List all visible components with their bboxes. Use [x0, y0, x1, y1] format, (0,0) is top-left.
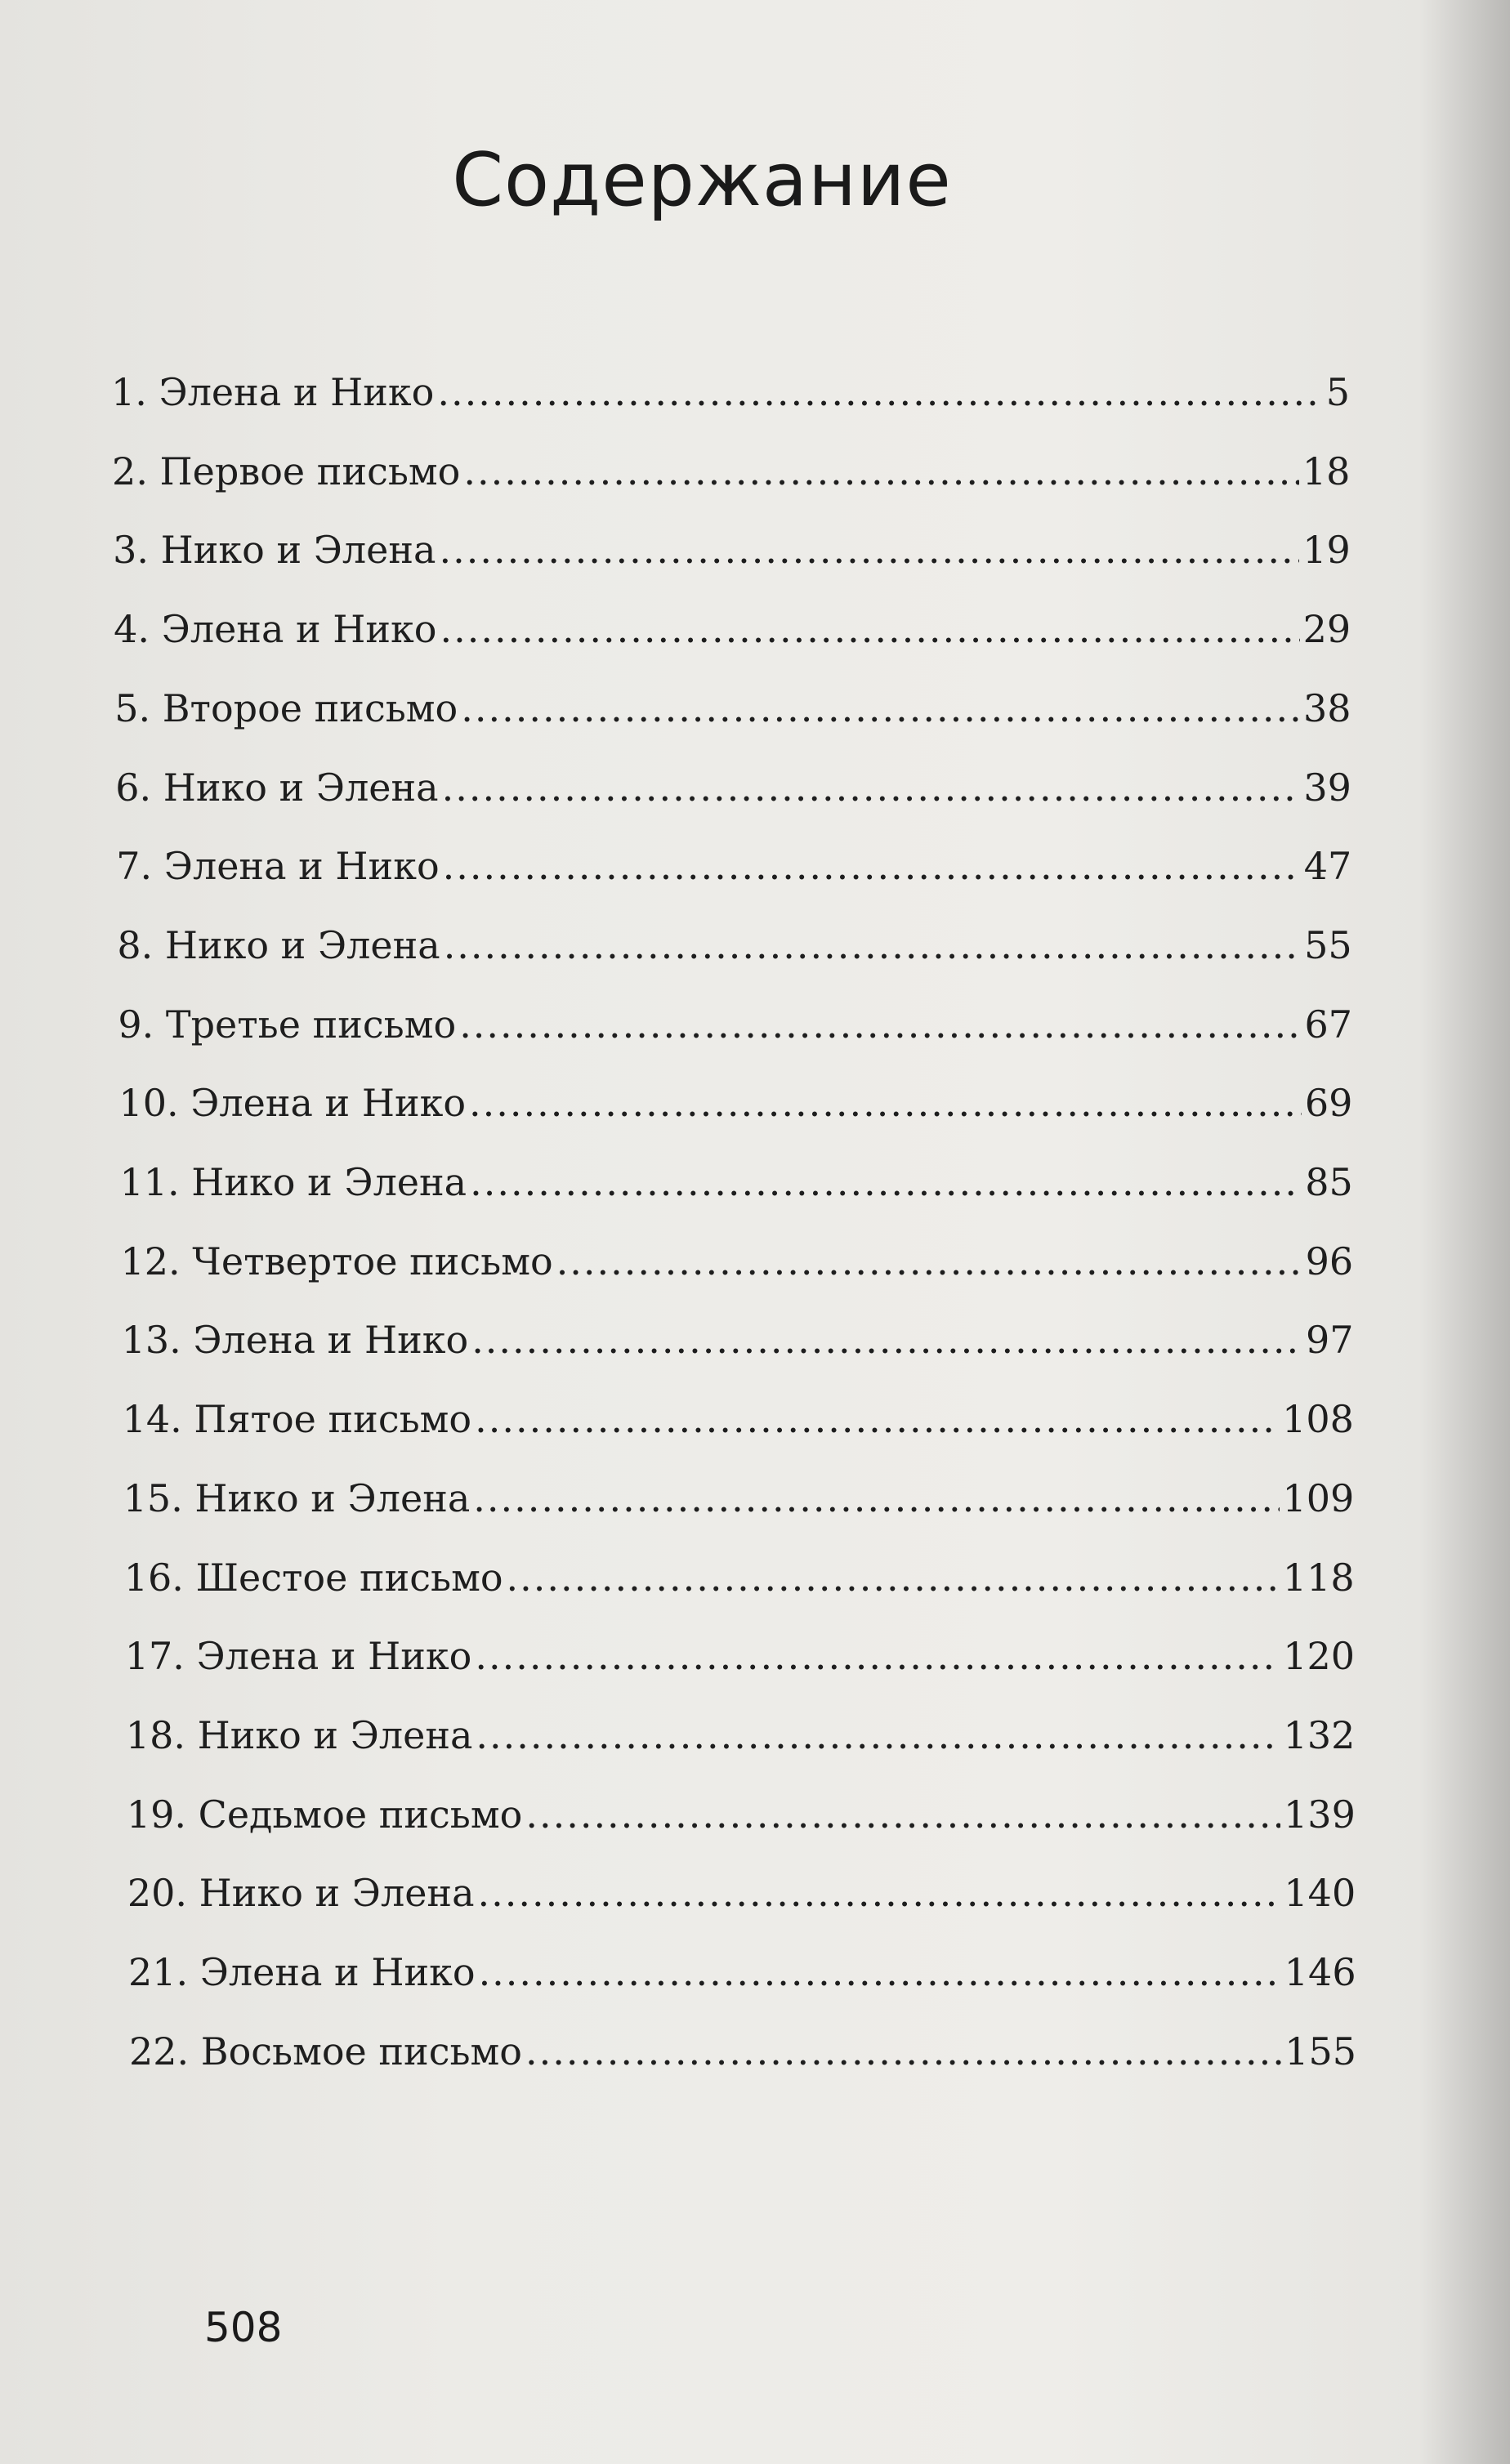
toc-entry-page: 155	[1284, 2029, 1356, 2073]
toc-entry	[113, 521, 1351, 578]
toc-entry-label: 6. Нико и Элена	[115, 765, 439, 810]
toc-entry	[118, 996, 1352, 1053]
toc-entry-page: 85	[1305, 1160, 1353, 1204]
toc-entry-page: 96	[1305, 1239, 1354, 1283]
toc-entry	[127, 1864, 1356, 1922]
toc-entry	[115, 759, 1351, 816]
toc-entry-label: 13. Элена и Нико	[121, 1318, 469, 1363]
toc-entry	[122, 1311, 1354, 1368]
toc-dot-leader	[475, 1390, 1279, 1448]
toc-dot-leader	[479, 1944, 1281, 2001]
toc-entry	[114, 600, 1351, 658]
toc-dot-leader	[556, 1233, 1302, 1290]
toc-dot-leader	[443, 837, 1301, 895]
toc-dot-leader	[507, 1549, 1280, 1606]
toc-entry	[116, 837, 1351, 895]
toc-dot-leader	[440, 600, 1300, 658]
toc-entry-label: 9. Третье письмо	[118, 1002, 457, 1047]
toc-entry	[123, 1390, 1354, 1448]
toc-entry-page: 55	[1304, 922, 1352, 967]
toc-dot-leader	[475, 1627, 1280, 1685]
toc-entry-page: 97	[1306, 1318, 1354, 1363]
toc-dot-leader	[470, 1154, 1302, 1211]
toc-entry-page: 39	[1303, 765, 1351, 810]
toc-dot-leader	[471, 1311, 1302, 1368]
toc-entry-label: 22. Восьмое письмо	[129, 2029, 523, 2073]
toc-dot-leader	[439, 521, 1299, 578]
toc-entry-label: 4. Элена и Нико	[114, 607, 437, 652]
toc-entry-page: 120	[1283, 1634, 1356, 1679]
toc-entry-label: 5. Второе письмо	[114, 685, 458, 730]
toc-entry-label: 17. Элена и Нико	[124, 1634, 472, 1679]
toc-dot-leader	[478, 1864, 1281, 1922]
page-title: Содержание	[452, 137, 952, 223]
toc-entry-label: 20. Нико и Элена	[127, 1871, 475, 1916]
toc-entry-label: 2. Первое письмо	[112, 449, 461, 493]
toc-entry-page: 132	[1283, 1712, 1356, 1757]
toc-dot-leader	[525, 2023, 1281, 2080]
toc-entry-page: 67	[1304, 1002, 1353, 1047]
toc-entry	[114, 680, 1351, 737]
toc-entry-page: 47	[1303, 844, 1352, 889]
toc-dot-leader	[473, 1470, 1279, 1527]
toc-entry-page: 38	[1302, 685, 1351, 730]
toc-entry-page: 118	[1282, 1555, 1355, 1600]
toc-entry	[121, 1233, 1354, 1290]
toc-entry-label: 1. Элена и Нико	[111, 370, 435, 414]
toc-entry	[127, 1786, 1356, 1843]
toc-entry-page: 139	[1284, 1792, 1356, 1837]
toc-entry	[123, 1470, 1355, 1527]
toc-dot-leader	[437, 364, 1322, 421]
toc-entry-page: 69	[1304, 1081, 1353, 1126]
toc-entry-page: 146	[1284, 1950, 1356, 1994]
toc-entry-label: 15. Нико и Элена	[123, 1475, 471, 1520]
toc-entry	[111, 364, 1350, 421]
toc-entry-label: 14. Пятое письмо	[122, 1397, 472, 1442]
toc-entry	[119, 1154, 1352, 1211]
toc-entry	[112, 443, 1350, 500]
toc-dot-leader	[463, 443, 1298, 500]
toc-entry-label: 10. Элена и Нико	[118, 1081, 467, 1126]
toc-entry	[124, 1549, 1355, 1606]
toc-entry-label: 3. Нико и Элена	[113, 528, 436, 573]
toc-entry-page: 5	[1325, 370, 1350, 414]
toc-entry	[117, 917, 1351, 974]
toc-entry-label: 19. Седьмое письмо	[126, 1792, 523, 1837]
toc-entry-page: 108	[1282, 1397, 1354, 1442]
toc-entry-label: 12. Четвертое письмо	[120, 1239, 553, 1283]
toc-entry-label: 21. Элена и Нико	[127, 1950, 476, 1994]
toc-entry-page: 18	[1302, 449, 1351, 493]
toc-entry-label: 16. Шестое письмо	[123, 1555, 503, 1600]
toc-entry-page: 29	[1302, 607, 1351, 652]
toc-dot-leader	[442, 759, 1301, 816]
toc-entry	[125, 1627, 1355, 1685]
page-number: 508	[204, 2304, 283, 2351]
toc-dot-leader	[444, 917, 1301, 974]
toc-dot-leader	[476, 1707, 1280, 1764]
toc-entry	[118, 1074, 1352, 1132]
toc-entry-page: 109	[1282, 1475, 1355, 1520]
toc-entry-label: 8. Нико и Элена	[117, 922, 440, 967]
toc-dot-leader	[525, 1786, 1280, 1843]
toc-dot-leader	[469, 1074, 1302, 1132]
toc-entry	[129, 2023, 1356, 2080]
toc-entry-label: 11. Нико и Элена	[119, 1160, 467, 1204]
toc-entry	[126, 1707, 1356, 1764]
toc-entry-label: 18. Нико и Элена	[125, 1712, 473, 1757]
toc-entry-page: 140	[1284, 1871, 1356, 1916]
toc-dot-leader	[459, 996, 1301, 1053]
toc-entry	[128, 1944, 1356, 2001]
toc-dot-leader	[461, 680, 1300, 737]
toc-entry-page: 19	[1302, 528, 1351, 573]
toc-entry-label: 7. Элена и Нико	[116, 844, 440, 889]
